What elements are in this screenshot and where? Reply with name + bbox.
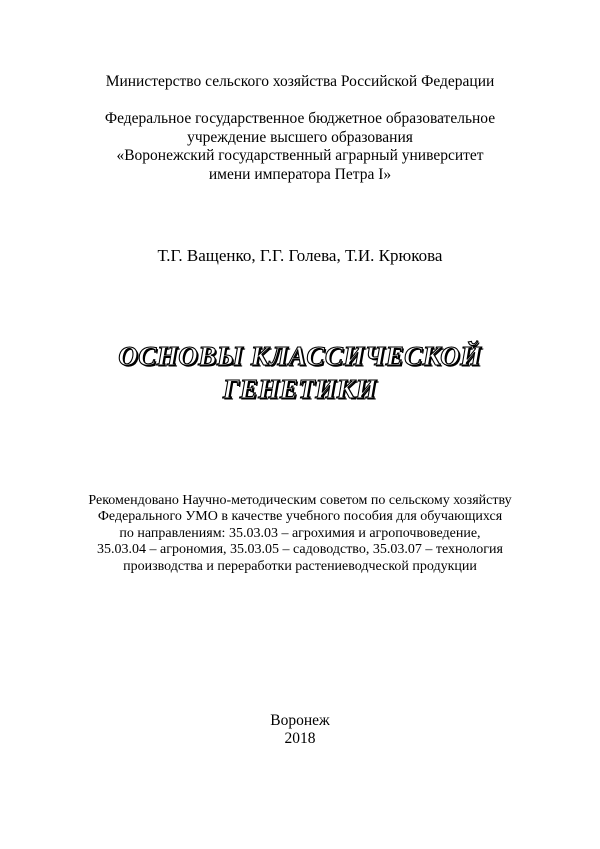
institution-line: Федеральное государственное бюджетное образовательное xyxy=(104,110,496,127)
recommendation-line: Федерального УМО в качестве учебного пособия для обучающихся xyxy=(97,509,503,525)
book-title xyxy=(0,340,600,406)
book-title-line: ОСНОВЫ КЛАССИЧЕСКОЙ xyxy=(118,341,482,371)
institution-name xyxy=(0,110,600,184)
institution-line: имени императора Петра I» xyxy=(208,165,392,183)
institution-line: «Воронежский государственный аграрный университет xyxy=(116,147,484,164)
recommendation-line: по направлениям: 35.03.03 – агрохимия и агропочвоведение, xyxy=(119,525,481,541)
book-title-line: ГЕНЕТИКИ xyxy=(222,374,378,404)
publication-city: Воронеж xyxy=(270,712,330,729)
recommendation-line: 35.03.04 – агрономия, 35.03.05 – садоводство, 35.03.07 – технология xyxy=(97,542,503,558)
recommendation-text xyxy=(0,493,600,575)
authors: Т.Г. Ващенко, Г.Г. Голева, Т.И. Крюкова xyxy=(157,246,443,265)
ministry-name: Министерство сельского хозяйства Российской Федерации xyxy=(105,73,495,90)
recommendation-line: производства и переработки растениеводческой продукции xyxy=(123,558,477,574)
recommendation-line: Рекомендовано Научно-методическим советом по сельскому хозяйству xyxy=(88,493,512,508)
institution-line: учреждение высшего образования xyxy=(187,128,413,146)
publication-year: 2018 xyxy=(284,730,316,747)
